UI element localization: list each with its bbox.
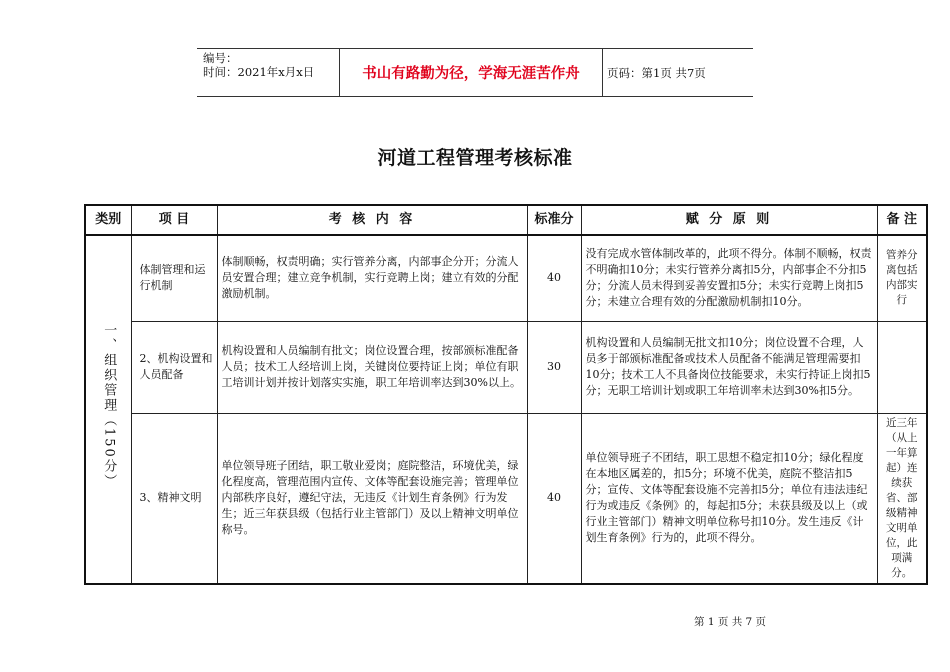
score-cell: 40 [527,235,581,321]
header-category: 类别 [85,205,131,235]
note-cell: 管养分离包括内部实行 [877,235,927,321]
header-slogan: 书山有路勤为径，学海无涯苦作舟 [339,49,603,96]
content-cell: 机构设置和人员编制有批文；岗位设置合理，按部颁标准配备人员；技术工人经培训上岗，关键岗位要持证上岗；单位有职工培训计划并按计划落实实施，职工年培训率达到30%以上。 [217,321,527,413]
category-cell [85,235,131,584]
header-note: 备 注 [877,205,927,235]
content-cell: 单位领导班子团结，职工敬业爱岗；庭院整洁，环境优美，绿化程度高，管理范围内宣传、文体等配套设施完善；管理单位内部秩序良好，遵纪守法，无违反《计划生育条例》行为发生；近三年获县级（包括行业主管部门）及以上精神文明单位称号。 [217,413,527,584]
category-label: 一、组织管理（150分） [101,322,117,489]
header-principle: 赋 分 原 则 [581,205,877,235]
header-meta [203,51,314,79]
header-score: 标准分 [527,205,581,235]
assessment-table [84,204,928,585]
principle-cell: 单位领导班子不团结，职工思想不稳定扣10分；绿化程度在本地区属差的，扣5分；环境不优美，庭院不整洁扣5分；宣传、文体等配套设施不完善扣5分；单位有违法违纪行为或违反《条例》的，每起扣5分；未获县级及以上（或行业主管部门）精神文明单位称号扣10分。发生违反《计划生育条例》行为的，此项不得分。 [581,413,877,584]
page-header [197,48,753,97]
principle-cell: 机构设置和人员编制无批文扣10分；岗位设置不合理，人员多于部颁标准配备或技术人员配备不能满足管理需要扣10分；技术工人不具备岗位技能要求，未实行持证上岗扣5分；无职工培训计划或职工年培训率未达到30%扣5分。 [581,321,877,413]
project-cell: 2、机构设置和人员配备 [131,321,217,413]
content-cell: 体制顺畅，权责明确；实行管养分离，内部事企分开；分流人员安置合理；建立竞争机制，实行竞聘上岗；建立有效的分配激励机制。 [217,235,527,321]
table-row [85,321,927,413]
page-footer: 第 1 页 共 7 页 [694,616,767,628]
project-cell: 体制管理和运行机制 [131,235,217,321]
document-title: 河道工程管理考核标准 [377,147,573,169]
score-cell: 40 [527,413,581,584]
table-header-row [85,205,927,235]
table-row [85,235,927,321]
header-content: 考 核 内 容 [217,205,527,235]
header-number: 编号： [203,51,238,65]
note-cell [877,321,927,413]
table-row [85,413,927,584]
note-cell: 近三年（从上一年算起）连续获省、部级精神文明单位，此项满分。 [877,413,927,584]
header-page: 页码：第1页 共7页 [607,66,706,80]
principle-cell: 没有完成水管体制改革的，此项不得分。体制不顺畅，权责不明确扣10分；未实行管养分离扣5分，内部事企不分扣5分；分流人员未得到妥善安置扣5分；未实行竞聘上岗扣5分；未建立合理有效的分配激励机制扣10分。 [581,235,877,321]
header-time: 时间：2021年x月x日 [203,65,315,79]
project-cell: 3、精神文明 [131,413,217,584]
header-project: 项 目 [131,205,217,235]
score-cell: 30 [527,321,581,413]
